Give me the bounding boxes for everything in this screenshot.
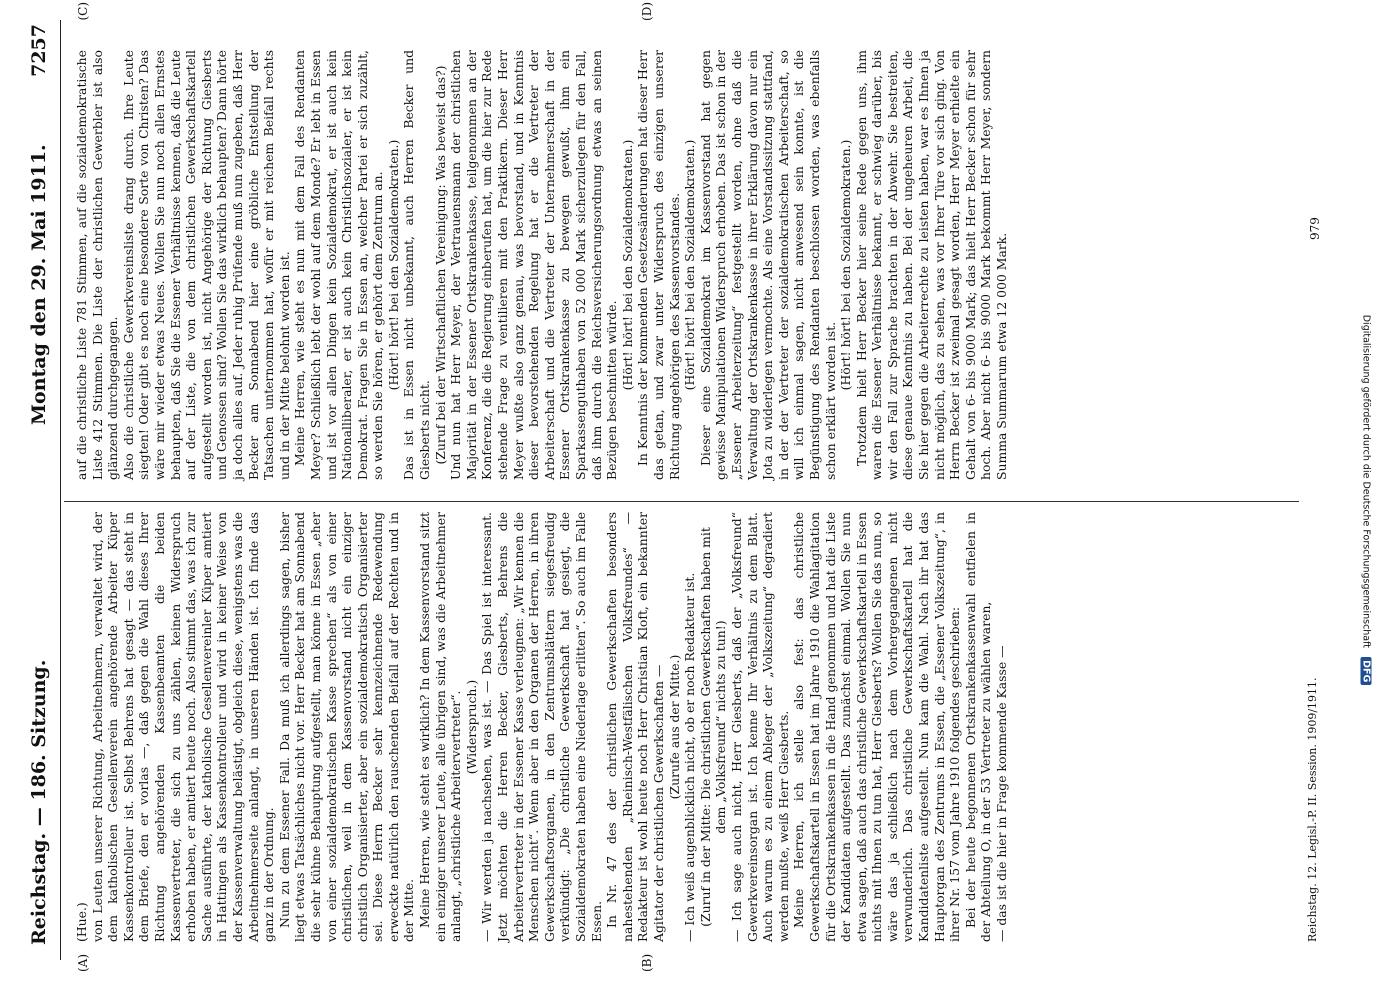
margin-mark-b: (B) bbox=[640, 953, 654, 972]
interjection: (Hört! hört! bei den Sozialdemokraten.) bbox=[838, 139, 854, 391]
speaker-tag: (Hue.) bbox=[74, 902, 89, 942]
paragraph: — Ich weiß augenblicklich nicht, ob er noch Redakteur ist. bbox=[682, 572, 698, 942]
paragraph: — Ich sage auch nicht, Herr Giesberts, daß der „Volksfreund“ Gewerkvereinsorgan ist. Ich kenne Ihr Verhältnis zu dem Blatt. Auch warum es zu einem Ableger der „Volkszeitung“ degradiert werden mußte, weiß Herr Giesberts. bbox=[728, 512, 791, 942]
interjection: (Zuruf bei der Wirtschaftlichen Vereinigung: Was beweist das?) bbox=[432, 65, 448, 465]
margin-mark-a: (A) bbox=[76, 953, 90, 972]
interjection: (Hört! hört! bei den Sozialdemokraten.) bbox=[682, 139, 698, 391]
margin-mark-c: (C) bbox=[76, 2, 90, 21]
digitization-note-text: Digitalisierung gefördert durch die Deutsche Forschungsgemeinschaft bbox=[1360, 314, 1372, 649]
column-divider bbox=[64, 501, 1299, 502]
paragraph: — Wir werden ja nachsehen, was ist. — Das Spiel ist interessant. Jetzt möchten die Herren Becker, Giesberts, Behrens die Arbeitervertreter in der Essener Kasse verleugnen: „Wir kennen die Menschen nicht“. Wenn aber in den Organen der Herren, in ihren Gewerkschaftsorganen, in den Zentrumsblättern siegesfreudig verkündigt: „Die christliche Gewerkschaft hat gesiegt, die Sozialdemokraten haben eine Niederlage erlitten“. So auch im Falle Essen. bbox=[479, 512, 604, 942]
margin-mark-d: (D) bbox=[640, 2, 654, 21]
digitization-note bbox=[1361, 5, 1372, 995]
paragraph: Und nun hat Herr Meyer, der Vertrauensmann der christlichen Majorität in der Essener Ortskrankenkasse, teilgenommen an der Konferenz, die die Regierung einberufen hat, um die hier zur Rede stehende Frage zu ventilieren mit den Praktikern. Dieser Herr Meyer wußte also ganz genau, was bevorstand, und in Kenntnis dieser bevorstehenden Regelung hat er die Vertreter der Arbeiterschaft und die Vertreter der Unternehmerschaft in der Essener Ortskrankenkasse zu bewegen gewußt, ihm ein Sparkassenguthaben von 52 000 Mark sicherzulegen für den Fall, daß ihm durch die Reichsversicherungsordnung etwas an seinen Bezügen beschnitten würde. bbox=[448, 50, 620, 480]
page-number: 7257 bbox=[28, 24, 50, 77]
paragraph: Nun zu dem Essener Fall. Da muß ich allerdings sagen, bisher liegt etwas Tatsächliches nicht vor. Herr Becker hat am Sonnabend die sehr kühne Behauptung aufgestellt, man könne in Essen „eher von einer sozialdemokratischen Kasse sprechen“ als von einer christlichen, weil in dem Kassenvorstand nicht ein einziger christlich Organisierter, aber ein sozialdemokratisch Organisierter sei. Diese Herrn Becker sehr kennzeichnende Redewendung erweckte natürlich den rauschenden Beifall auf der Rechten und in der Mitte. bbox=[276, 512, 417, 942]
paragraph: Trotzdem hielt Herr Becker hier seine Rede gegen uns, ihm waren die Essener Verhältnisse bekannt, er schwieg darüber, bis wir den Fall zur Sprache brachten in der Abwehr. Sie bestreiten, diese genaue Kenntnis zu haben. Bei der ungeheuren Arbeit, die Sie hier gegen die Arbeiterrechte zu leisten haben, war es Ihnen ja nicht möglich, das zu sehen, was vor Ihrer Türe vor sich ging. Von Herrn Becker ist zweimal gesagt worden, Herr Meyer erhielte ein Gehalt von 6- bis 9000 Mark; das hielt Herr Becker schon für sehr hoch. Aber nicht 6- bis 9000 Mark bekommt Herr Meyer, sondern Summa Summarum etwa 12 000 Mark. bbox=[853, 50, 1010, 480]
footer-session-info: Reichstag. 12. Legisl.-P. II. Session. 1909/1911. bbox=[1306, 677, 1319, 942]
paragraph: Meine Herren, wie steht es nun mit dem Fall des Rendanten Meyer? Schließlich lebt der wohl auf dem Monde? Er lebt in Essen und ist vor allen Dingen kein Sozialdemokrat, er ist auch kein Nationalliberaler, er ist auch kein Christlichsozialer, er ist kein Demokrat. Fragen Sie in Essen an, welcher Partei er sich zuzählt, so werden Sie hören, er gehört dem Zentrum an. bbox=[292, 50, 386, 480]
interjection: (Zuruf in der Mitte: Die christlichen Gewerkschaften haben mit dem „Volksfreund“ nichts zu tun!) bbox=[697, 527, 729, 927]
dfg-logo: DFG bbox=[1361, 657, 1372, 685]
footer-page-mark: 979 bbox=[1308, 217, 1322, 240]
header-rule bbox=[60, 20, 61, 960]
paragraph: von Leuten unserer Richtung, Arbeitnehmern, verwaltet wird, der dem katholischen Gesellenverein angehörende Arbeiter Küper Kassenkontrolleur ist. Selbst Behrens hat gesagt — das steht in dem Briefe, den er vorlas —, daß gegen die Wahl dieses Ihrer Richtung angehörenden Kassenbeamten die beiden Kassenvertreter, die sich zu uns zählen, keinen Widerspruch erhoben haben, er amtiert heute noch. Also stimmt das, was ich zur Sache ausführte, der katholische Gesellenvereinler Küper amtiert in Hattingen als Kassenkontrolleur und wird in keiner Weise von der Kassenverwaltung belästigt, obgleich diese, wenigstens was die Arbeitnehmerseite anlangt, in unseren Händen ist. Ich finde das ganz in der Ordnung. bbox=[89, 512, 277, 942]
running-header-date: Montag den 29. Mai 1911. bbox=[28, 144, 50, 425]
interjection: (Zurufe aus der Mitte.) bbox=[666, 654, 682, 800]
running-header-left: Reichstag. — 186. Sitzung. bbox=[28, 659, 50, 945]
paragraph: Meine Herren, wie steht es wirklich? In dem Kassenvorstand sitzt ein einziger unserer Leute, alle übrigen sind, was die Arbeitnehmer anlangt, „christliche Arbeitervertreter“. bbox=[417, 512, 464, 942]
right-text-column bbox=[74, 50, 1010, 480]
interjection: (Hört! hört! bei den Sozialdemokraten.) bbox=[385, 139, 401, 391]
quotation: Bei der heute begonnenen Ortskrankenkassenwahl entfielen in der Abteilung O, in der 53 Vertreter zu wählen waren, bbox=[962, 512, 994, 942]
paragraph: — das ist die hier in Frage kommende Kasse — bbox=[994, 645, 1010, 942]
interjection: (Widerspruch.) bbox=[463, 679, 479, 775]
quotation: auf die christliche Liste 781 Stimmen, auf die sozialdemokratische Liste 412 Stimmen. Die Liste der christlichen Gewerbler ist also glänzend durchgegangen. bbox=[74, 50, 121, 480]
paragraph: Also die christliche Gewerkvereinsliste drang durch. Ihre Leute siegten! Oder gibt es noch eine besondere Sorte von Christen? Das wäre mir wieder etwas Neues. Wollen Sie nun noch allen Ernstes behaupten, daß Sie die Essener Verhältnisse kennen, daß die Leute auf der Liste, die von dem christlichen Gewerkschaftskartell aufgestellt worden ist, nicht Angehörige der Richtung Giesberts und Genossen sind? Wollen Sie das wirklich behaupten? Dann hörte ja doch alles auf. Jeder ruhig Prüfende muß nun zugeben, daß Herr Becker am Sonnabend hier eine gröbliche Entstellung der Tatsachen unternommen hat, wofür er mit reichem Beifall rechts und in der Mitte belohnt worden ist. bbox=[120, 50, 292, 480]
paragraph: In Kenntnis der kommenden Gesetzesänderungen hat dieser Herr das getan, und zwar unter Widerspruch des einzigen unserer Richtung angehörigen des Kassenvorstandes. bbox=[635, 50, 682, 480]
paragraph: Das ist in Essen nicht unbekannt, auch Herren Becker und Giesberts nicht. bbox=[401, 50, 433, 480]
paragraph: In Nr. 47 des der christlichen Gewerkschaften besonders nahestehenden „Rheinisch-Westfälischen Volksfreundes“ — Redakteur ist wohl heute noch Herr Christian Kloft, ein bekannter Agitator der christlichen Gewerkschaften — bbox=[604, 512, 666, 942]
paragraph: Dieser eine Sozialdemokrat im Kassenvorstand hat gegen gewisse Manipulationen Widerspruch erhoben. Das ist schon in der „Essener Arbeiterzeitung“ festgestellt worden, ohne daß die Verwaltung der Ortskrankenkasse in ihrer Erklärung davon nur ein Jota zu widerlegen vermochte. Als eine Vorstandssitzung stattfand, in der der Vertreter der sozialdemokratischen Arbeiterschaft, so will ich einmal sagen, nicht anwesend sein konnte, ist die Begünstigung des Rendanten beschlossen worden, was ebenfalls schon erklärt worden ist. bbox=[697, 50, 838, 480]
interjection: (Hört! hört! bei den Sozialdemokraten.) bbox=[619, 139, 635, 391]
paragraph: Meine Herren, ich stelle also fest: das christliche Gewerkschaftskartell in Essen hat im Jahre 1910 die Wahlagitation für die Ortskrankenkassen in die Hand genommen und hat die Liste der Kandidaten aufgestellt. Das zunächst einmal. Wollen Sie nun etwa sagen, daß auch das christliche Gewerkschaftskartell in Essen nichts mit Ihnen zu tun hat, Herr Giesberts? Wollen Sie das nun, so wäre das ja schließlich nach dem Vorhergegangenen nicht verwunderlich. Das christliche Gewerkschaftskartell hat die Kandidatenliste aufgestellt. Nun kam die Wahl. Nach ihr hat das Hauptorgan des Zentrums in Essen, die „Essener Volkszeitung“, in ihrer Nr. 157 vom Jahre 1910 folgendes geschrieben: bbox=[791, 512, 963, 942]
left-text-column bbox=[74, 512, 1010, 942]
